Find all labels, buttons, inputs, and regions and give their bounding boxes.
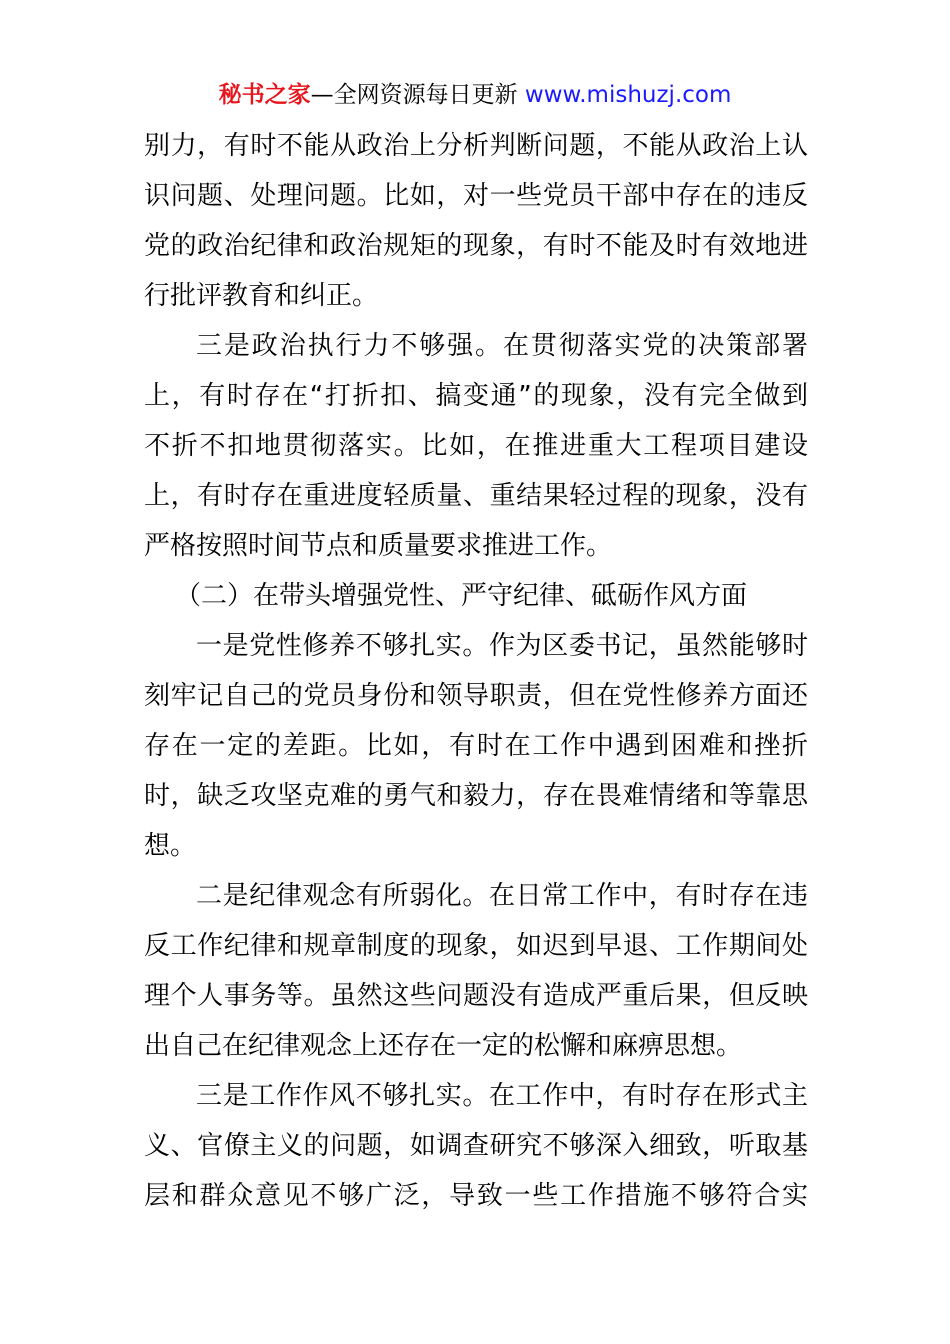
paragraph-line: 出自己在纪律观念上还存在一定的松懈和麻痹思想。	[144, 1031, 743, 1061]
paragraph-line: 识问题、处理问题。比如，对一些党员干部中存在的违反	[144, 181, 808, 211]
paragraph-line: 上，有时存在重进度轻质量、重结果轻过程的现象，没有	[144, 481, 808, 511]
paragraph-line: 三是工作作风不够扎实。在工作中，有时存在形式主	[196, 1081, 808, 1111]
document-body	[144, 121, 808, 1221]
paragraph-line: 三是政治执行力不够强。在贯彻落实党的决策部署	[196, 331, 808, 361]
paragraph-line: 理个人事务等。虽然这些问题没有造成严重后果，但反映	[144, 981, 808, 1011]
paragraph-line: 不折不扣地贯彻落实。比如，在推进重大工程项目建设	[144, 431, 808, 461]
paragraph-line: 想。	[144, 831, 197, 861]
paragraph-line: 二是纪律观念有所弱化。在日常工作中，有时存在违	[196, 881, 808, 911]
paragraph-line: 反工作纪律和规章制度的现象，如迟到早退、工作期间处	[144, 931, 808, 961]
paragraph-line: 义、官僚主义的问题，如调查研究不够深入细致，听取基	[144, 1131, 808, 1161]
paragraph-line: 一是党性修养不够扎实。作为区委书记，虽然能够时	[196, 631, 808, 661]
header-tagline: —全网资源每日更新	[310, 82, 518, 108]
paragraph-line: 时，缺乏攻坚克难的勇气和毅力，存在畏难情绪和等靠思	[144, 781, 808, 811]
page-header	[0, 80, 950, 110]
section-heading: （二）在带头增强党性、严守纪律、砥砺作风方面	[175, 581, 748, 611]
paragraph-line: 刻牢记自己的党员身份和领导职责，但在党性修养方面还	[144, 681, 808, 711]
paragraph-line: 层和群众意见不够广泛，导致一些工作措施不够符合实	[144, 1181, 808, 1211]
header-site-link[interactable]: www.mishuzj.com	[524, 82, 732, 108]
paragraph-line: 严格按照时间节点和质量要求推进工作。	[144, 531, 613, 561]
paragraph-line: 行批评教育和纠正。	[144, 281, 379, 311]
paragraph-line: 存在一定的差距。比如，有时在工作中遇到困难和挫折	[144, 731, 808, 761]
header-brand: 秘书之家	[218, 82, 311, 108]
paragraph-line: 党的政治纪律和政治规矩的现象，有时不能及时有效地进	[144, 231, 808, 261]
paragraph-line: 别力，有时不能从政治上分析判断问题，不能从政治上认	[144, 131, 808, 161]
paragraph-line: 上，有时存在“打折扣、搞变通”的现象，没有完全做到	[144, 381, 808, 411]
